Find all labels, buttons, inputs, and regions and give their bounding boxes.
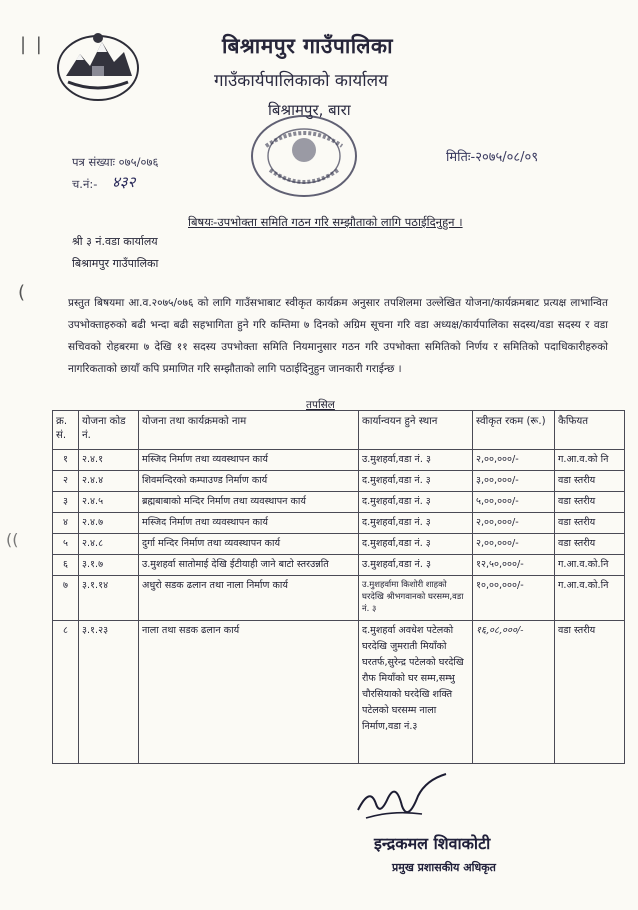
table-row xyxy=(53,621,625,764)
cell-remarks: वडा स्तरीय xyxy=(555,534,625,555)
cell-remarks: वडा स्तरीय xyxy=(555,621,625,764)
cell-amount: २,००,०००/- xyxy=(473,534,555,555)
signatory-title: प्रमुख प्रशासकीय अधिकृत xyxy=(392,861,496,874)
cell-amount: २,००,०००/- xyxy=(473,513,555,534)
table-row xyxy=(53,534,625,555)
cell-amount: ३,००,०००/- xyxy=(473,471,555,492)
table-row xyxy=(53,450,625,471)
cell-serial: ५ xyxy=(53,534,79,555)
letter-body: प्रस्तुत बिषयमा आ.व.२०७५/०७६ को लागि गाउँसभाबाट स्वीकृत कार्यक्रम अनुसार तपशिलमा उल्लेखित योजना/कार्यक्रमबाट प्रत्यक्ष लाभान्वित उपभोक्ताहरुको बढी भन्दा बढी सहभागिता हुने गरि कम्तिमा ७ दिनको अग्रिम सूचना गरि वडा अध्यक्ष/कार्यपालिका सदस्य/वडा सदस्य र वडा सचिवको रोहबरमा ७ देखि ११ सदस्य उपभोक्ता समिति नियमानुसार गठन गरि उपभोक्ता समितिको निर्णय र समितिको पदाधिकारीहरुको नागरिकताको छायाँ कपि प्रमाणित गरि सम्झौताको लागि पठाईदिनुहुन जानकारी गराईन्छ । xyxy=(68,297,608,375)
cell-project-name: उ.मुशहर्वा सातोमाई देखि ईटीयाही जाने बाटो स्तरउन्नति xyxy=(139,555,359,576)
column-header-project-name: योजना तथा कार्यक्रमको नाम xyxy=(139,411,359,450)
handwritten-signature xyxy=(352,770,452,832)
cell-location: उ.मुशहर्वामा किशोरी शाहको घरदेखि श्रीभगवानको घरसम्म,वडा नं. ३ xyxy=(359,576,473,621)
punch-hole-mark: | | xyxy=(20,34,44,55)
cell-amount: ५,००,०००/- xyxy=(473,492,555,513)
signatory-name: इन्द्रकमल शिवाकोटी xyxy=(374,834,491,853)
table-row xyxy=(53,471,625,492)
column-header-code: योजना कोड नं. xyxy=(79,411,139,450)
office-location: बिश्रामपुर, बारा xyxy=(268,101,351,119)
cell-amount: २,००,०००/- xyxy=(473,450,555,471)
recipient-line-1: श्री ३ नं.वडा कार्यालय xyxy=(72,235,158,248)
cell-code: २.४.५ xyxy=(79,492,139,513)
cell-amount: १६,०८,०००/- xyxy=(473,621,555,764)
table-row xyxy=(53,492,625,513)
cell-amount: १२,५०,०००/- xyxy=(473,555,555,576)
cell-project-name: शिवमन्दिरको कम्पाउण्ड निर्माण कार्य xyxy=(139,471,359,492)
column-header-location: कार्यान्वयन हुने स्थान xyxy=(359,411,473,450)
organization-name: बिश्रामपुर गाउँपालिका xyxy=(222,34,394,58)
cell-code: ३.१.७ xyxy=(79,555,139,576)
cell-location: उ.मुशहर्वा,वडा नं. ३ xyxy=(359,450,473,471)
column-header-remarks: कैफियत xyxy=(555,411,625,450)
cell-location: द.मुशहर्वा,वडा नं. ३ xyxy=(359,534,473,555)
cell-location: द.मुशहर्वा अवधेश पटेलको घरदेखि जुमराती मियाँको घरतर्फ,सुरेन्द्र पटेलको घरदेखि रौफ मियाँको घर सम्म,सम्भु चौरसियाको घरदेखि शक्ति पटेलको घरसम्म नाला निर्माण,वडा नं.३ xyxy=(359,621,473,764)
table-header-row xyxy=(53,411,625,450)
cell-serial: ७ xyxy=(53,576,79,621)
cell-project-name: मस्जिद निर्माण तथा व्यवस्थापन कार्य xyxy=(139,513,359,534)
table-row xyxy=(53,555,625,576)
cell-code: २.४.४ xyxy=(79,471,139,492)
cell-serial: ६ xyxy=(53,555,79,576)
column-header-serial: क्र. सं. xyxy=(53,411,79,450)
dispatch-number-value: ४३२ xyxy=(112,173,136,191)
cell-location: द.मुशहर्वा,वडा नं. ३ xyxy=(359,492,473,513)
cell-location: उ.मुशहर्वा,वडा नं. ३ xyxy=(359,555,473,576)
cell-code: ३.१.२३ xyxy=(79,621,139,764)
recipient-line-2: बिश्रामपुर गाउँपालिका xyxy=(72,257,159,270)
cell-amount: १०,००,०००/- xyxy=(473,576,555,621)
dispatch-number-label: च.नं:- xyxy=(72,177,98,191)
cell-remarks: ग.आ.व.को नि xyxy=(555,450,625,471)
cell-code: २.४.८ xyxy=(79,534,139,555)
cell-code: ३.१.१४ xyxy=(79,576,139,621)
project-table xyxy=(52,410,625,764)
cell-serial: २ xyxy=(53,471,79,492)
cell-code: २.४.७ xyxy=(79,513,139,534)
letter-date: मितिः-२०७५/०८/०९ xyxy=(446,150,539,165)
letter-number: पत्र संख्याः ०७५/०७६ xyxy=(72,155,159,169)
table-row xyxy=(53,576,625,621)
table-row xyxy=(53,513,625,534)
office-seal-stamp xyxy=(240,110,368,202)
cell-project-name: नाला तथा सडक ढलान कार्य xyxy=(139,621,359,764)
cell-location: द.मुशहर्वा,वडा नं. ३ xyxy=(359,513,473,534)
margin-bracket-mark: ( xyxy=(18,282,26,303)
table-caption: तपसिल xyxy=(306,399,335,411)
cell-project-name: अधुरो सडक ढलान तथा नाला निर्माण कार्य xyxy=(139,576,359,621)
cell-serial: १ xyxy=(53,450,79,471)
cell-remarks: ग.आ.व.को.नि xyxy=(555,576,625,621)
column-header-amount: स्वीकृत रकम (रू.) xyxy=(473,411,555,450)
cell-remarks: वडा स्तरीय xyxy=(555,471,625,492)
office-name: गाउँकार्यपालिकाको कार्यालय xyxy=(214,71,389,91)
cell-remarks: वडा स्तरीय xyxy=(555,492,625,513)
cell-remarks: ग.आ.व.को.नि xyxy=(555,555,625,576)
cell-remarks: वडा स्तरीय xyxy=(555,513,625,534)
cell-project-name: मस्जिद निर्माण तथा व्यवस्थापन कार्य xyxy=(139,450,359,471)
cell-code: २.४.१ xyxy=(79,450,139,471)
cell-location: द.मुशहर्वा,वडा नं. ३ xyxy=(359,471,473,492)
cell-project-name: ब्रह्मबाबाको मन्दिर निर्माण तथा व्यवस्थापन कार्य xyxy=(139,492,359,513)
margin-bracket-mark: (( xyxy=(6,530,19,549)
cell-serial: ४ xyxy=(53,513,79,534)
cell-project-name: दुर्गा मन्दिर निर्माण तथा व्यवस्थापन कार्य xyxy=(139,534,359,555)
nepal-emblem-logo xyxy=(52,26,144,104)
cell-serial: ८ xyxy=(53,621,79,764)
cell-serial: ३ xyxy=(53,492,79,513)
letter-subject: बिषयः-उपभोक्ता समिति गठन गरि सम्झौताको लागि पठाईदिनुहुन । xyxy=(188,215,463,229)
